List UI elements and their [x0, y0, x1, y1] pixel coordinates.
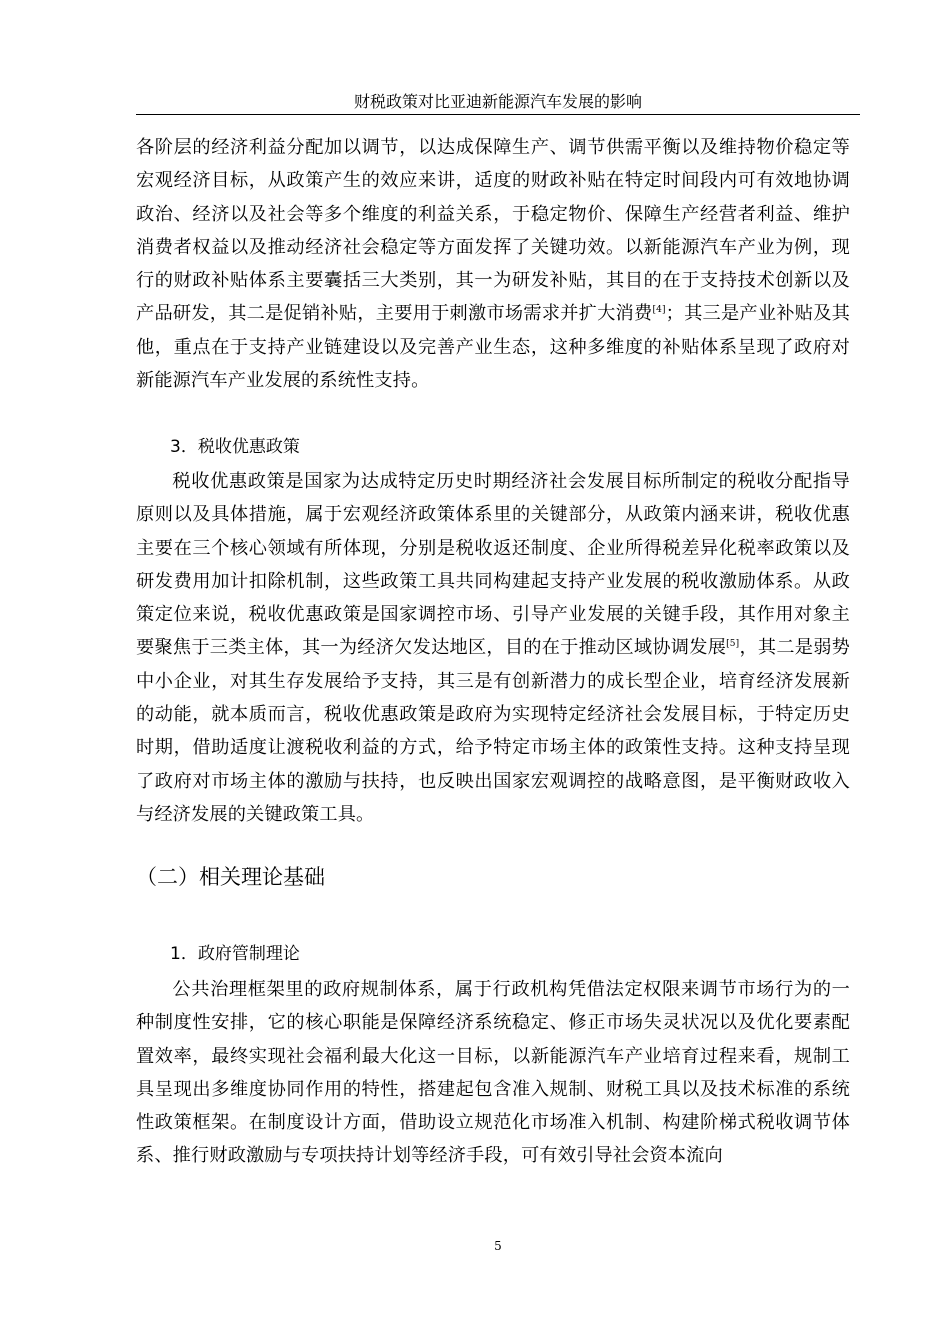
- subheading-government-regulation: 1．政府管制理论: [170, 944, 300, 964]
- paragraph-text: 公共治理框架里的政府规制体系，属于行政机构凭借法定权限来调节市场行为的一种制度性安排，它的核心职能是保障经济系统稳定、修正市场失灵状况以及优化要素配置效率，最终实现社会福利最大化这一目标，以新能源汽车产业培育过程来看，规制工具呈现出多维度协同作用的特性，搭建起包含准入规制、财税工具以及技术标准的系统性政策框架。在制度设计方面，借助设立规范化市场准入机制、构建阶梯式税收调节体系、推行财政激励与专项扶持计划等经济手段，可有效引导社会资本流向: [136, 979, 850, 1167]
- running-header-title: 财税政策对比亚迪新能源汽车发展的影响: [353, 92, 642, 111]
- paragraph-text: 各阶层的经济利益分配加以调节，以达成保障生产、调节供需平衡以及维持物价稳定等宏观经济目标，从政策产生的效应来讲，适度的财政补贴在特定时间段内可有效地协调政治、经济以及社会等多个维度的利益关系，于稳定物价、保障生产经营者利益、维护消费者权益以及推动经济社会稳定等方面发挥了关键功效。以新能源汽车产业为例，现行的财政补贴体系主要囊括三大类别，其一为研发补贴，其目的在于支持技术创新以及产品研发，其二是促销补贴，主要用于刺激市场需求并扩大消费: [136, 137, 850, 325]
- header-divider: [136, 114, 860, 115]
- page-number-text: 5: [494, 1239, 502, 1253]
- citation-marker: [5]: [726, 639, 740, 650]
- page-number: [0, 1239, 860, 1253]
- paragraph-tax-preference: [136, 465, 850, 831]
- citation-marker: [4]: [652, 305, 666, 316]
- subheading-tax-preference: 3．税收优惠政策: [170, 437, 300, 457]
- section-heading-theory: （二）相关理论基础: [136, 865, 325, 889]
- paragraph-text: 税收优惠政策是国家为达成特定历史时期经济社会发展目标所制定的税收分配指导原则以及具体措施，属于宏观经济政策体系里的关键部分，从政策内涵来讲，税收优惠主要在三个核心领域有所体现，分别是税收返还制度、企业所得税差异化税率政策以及研发费用加计扣除机制，这些政策工具共同构建起支持产业发展的税收激励体系。从政策定位来说，税收优惠政策是国家调控市场、引导产业发展的关键手段，其作用对象主要聚焦于三类主体，其一为经济欠发达地区，目的在于推动区域协调发展: [136, 471, 850, 659]
- paragraph-government-regulation: [136, 973, 850, 1173]
- paragraph-text: ；其三是产业补贴及其他，重点在于支持产业链建设以及完善产业生态，这种多维度的补贴体系呈现了政府对新能源汽车产业发展的系统性支持。: [136, 303, 850, 392]
- paragraph-text: ，其二是弱势中小企业，对其生存发展给予支持，其三是有创新潜力的成长型企业，培育经济发展新的动能，就本质而言，税收优惠政策是政府为实现特定经济社会发展目标，于特定历史时期，借助适度让渡税收利益的方式，给予特定市场主体的政策性支持。这种支持呈现了政府对市场主体的激励与扶持，也反映出国家宏观调控的战略意图，是平衡财政收入与经济发展的关键政策工具。: [136, 637, 850, 825]
- paragraph-fiscal-subsidy: [136, 131, 850, 397]
